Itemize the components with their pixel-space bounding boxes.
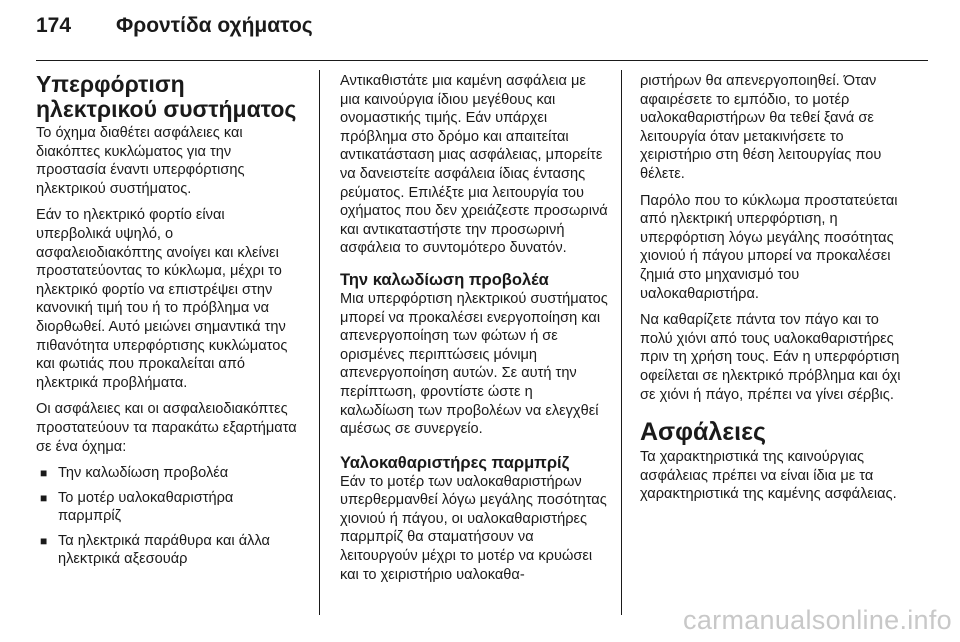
list-item: [36, 489, 298, 526]
list-item-text: Την καλωδίωση προβολέα: [58, 465, 229, 482]
column-3: [640, 72, 910, 512]
bullet-icon: ■: [40, 466, 48, 481]
component-list: [36, 464, 298, 569]
paragraph: Να καθαρίζετε πάντα τον πάγο και το πολύ χιόνι από τους υαλοκαθαριστήρες πριν τη χρήση τους. Εάν η υπερφόρτιση οφείλεται σε ηλεκτρικό πρόβλημα και όχι σε χιόνι ή πάγο, πρέπει να γίνει σέρβις.: [640, 312, 901, 403]
paragraph: Εάν το ηλεκτρικό φορτίο είναι υπερβολικά υψηλό, ο ασφαλειοδιακόπτης ανοίγει και κλείνει προστατεύοντας το κύκλωμα, μέχρι το ηλεκτρικό φορτίο να επιστρέψει στην κανονική τιμή του ή το πρόβλημα να διορθωθεί. Αυτό μειώνει σημαντικά την πιθανότητα υπερφόρτισης κυκλώματος και φωτιάς που προκαλείται από ηλεκτρικά προβλήματα.: [36, 207, 288, 391]
section-heading-fuses: Ασφάλειες: [640, 418, 766, 447]
list-item-text: Το μοτέρ υαλοκαθαριστήρα παρμπρίζ: [58, 489, 234, 525]
paragraph: Μια υπερφόρτιση ηλεκτρικού συστήματος μπορεί να προκαλέσει ενεργοποίηση και απενεργοποίηση των φώτων ή σε ορισμένες περιπτώσεις μόνιμη απενεργοποίηση αυτών. Σε αυτή την περίπτωση, φροντίστε ώστε η καλωδίωση των προβολέων να ελεγχθεί αμέσως σε συνεργείο.: [340, 290, 608, 438]
paragraph: Τα χαρακτηριστικά της καινούργιας ασφάλειας πρέπει να είναι ίδια με τα χαρακτηριστικά της καμένης ασφάλειας.: [640, 449, 897, 503]
section-heading-overload: Υπερφόρτιση ηλεκτρικού συστήματος: [36, 71, 297, 122]
bullet-icon: ■: [40, 490, 48, 505]
column-divider-2: [621, 70, 622, 615]
bullet-icon: ■: [40, 533, 48, 548]
running-title: Φροντίδα οχήματος: [116, 14, 313, 37]
paragraph: Οι ασφάλειες και οι ασφαλειοδιακόπτες προστατεύουν τα παρακάτω εξαρτήματα σε ένα όχημα:: [36, 401, 297, 455]
page-header: [36, 14, 313, 44]
paragraph: ριστήρων θα απενεργοποιηθεί. Όταν αφαιρέσετε το εμπόδιο, το μοτέρ υαλοκαθαριστήρων θα τεθεί ξανά σε λειτουργία όταν μετακινήσετε το χειριστήριο στη θέση λειτουργίας που θέλετε.: [640, 73, 882, 182]
list-item: [36, 532, 298, 569]
watermark: carmanualsonline.info: [683, 605, 952, 635]
paragraph: Αντικαθιστάτε μια καμένη ασφάλεια με μια καινούργια ίδιου μεγέθους και ονομαστικής τιμής. Εάν υπάρχει πρόβλημα στο δρόμο και απαιτείται αντικατάσταση μιας ασφάλειας, μπορείτε να δανειστείτε ασφάλεια ίδιας έντασης ρεύματος. Επιλέξτε μια λειτουργία του οχήματος που δεν χρειάζεστε προσωρινά και αντικαταστήστε την προσωρινή ασφάλεια το συντομότερο δυνατόν.: [340, 73, 608, 257]
paragraph: Παρόλο που το κύκλωμα προστατεύεται από ηλεκτρική υπερφόρτιση, η υπερφόρτιση λόγω μεγάλης ποσότητας χιονιού ή πάγου μπορεί να προκαλέσει ζημιά στο μηχανισμό του υαλοκαθαριστήρα.: [640, 192, 898, 302]
column-1: [36, 72, 298, 577]
list-item: [36, 464, 298, 483]
subheading-windshield-wipers: Υαλοκαθαριστήρες παρμπρίζ: [340, 453, 570, 472]
page-number: 174: [36, 14, 72, 37]
subheading-headlamp-wiring: Την καλωδίωση προβολέα: [340, 270, 549, 289]
paragraph: Εάν το μοτέρ των υαλοκαθαριστήρων υπερθερμανθεί λόγω μεγάλης ποσότητας χιονιού ή πάγου, οι υαλοκαθαριστήρες παρμπρίζ θα σταματήσουν να λειτουργούν μέχρι το μοτέρ να κρυώσει και το χειριστήριο υαλοκαθα-: [340, 473, 607, 583]
column-divider-1: [319, 70, 320, 615]
list-item-text: Τα ηλεκτρικά παράθυρα και άλλα ηλεκτρικά αξεσουάρ: [58, 532, 270, 568]
column-2: [340, 72, 608, 592]
paragraph: Το όχημα διαθέτει ασφάλειες και διακόπτες κυκλώματος για την προστασία έναντι υπερφόρτισης ηλεκτρικού συστήματος.: [36, 125, 245, 197]
header-rule: [36, 60, 928, 61]
